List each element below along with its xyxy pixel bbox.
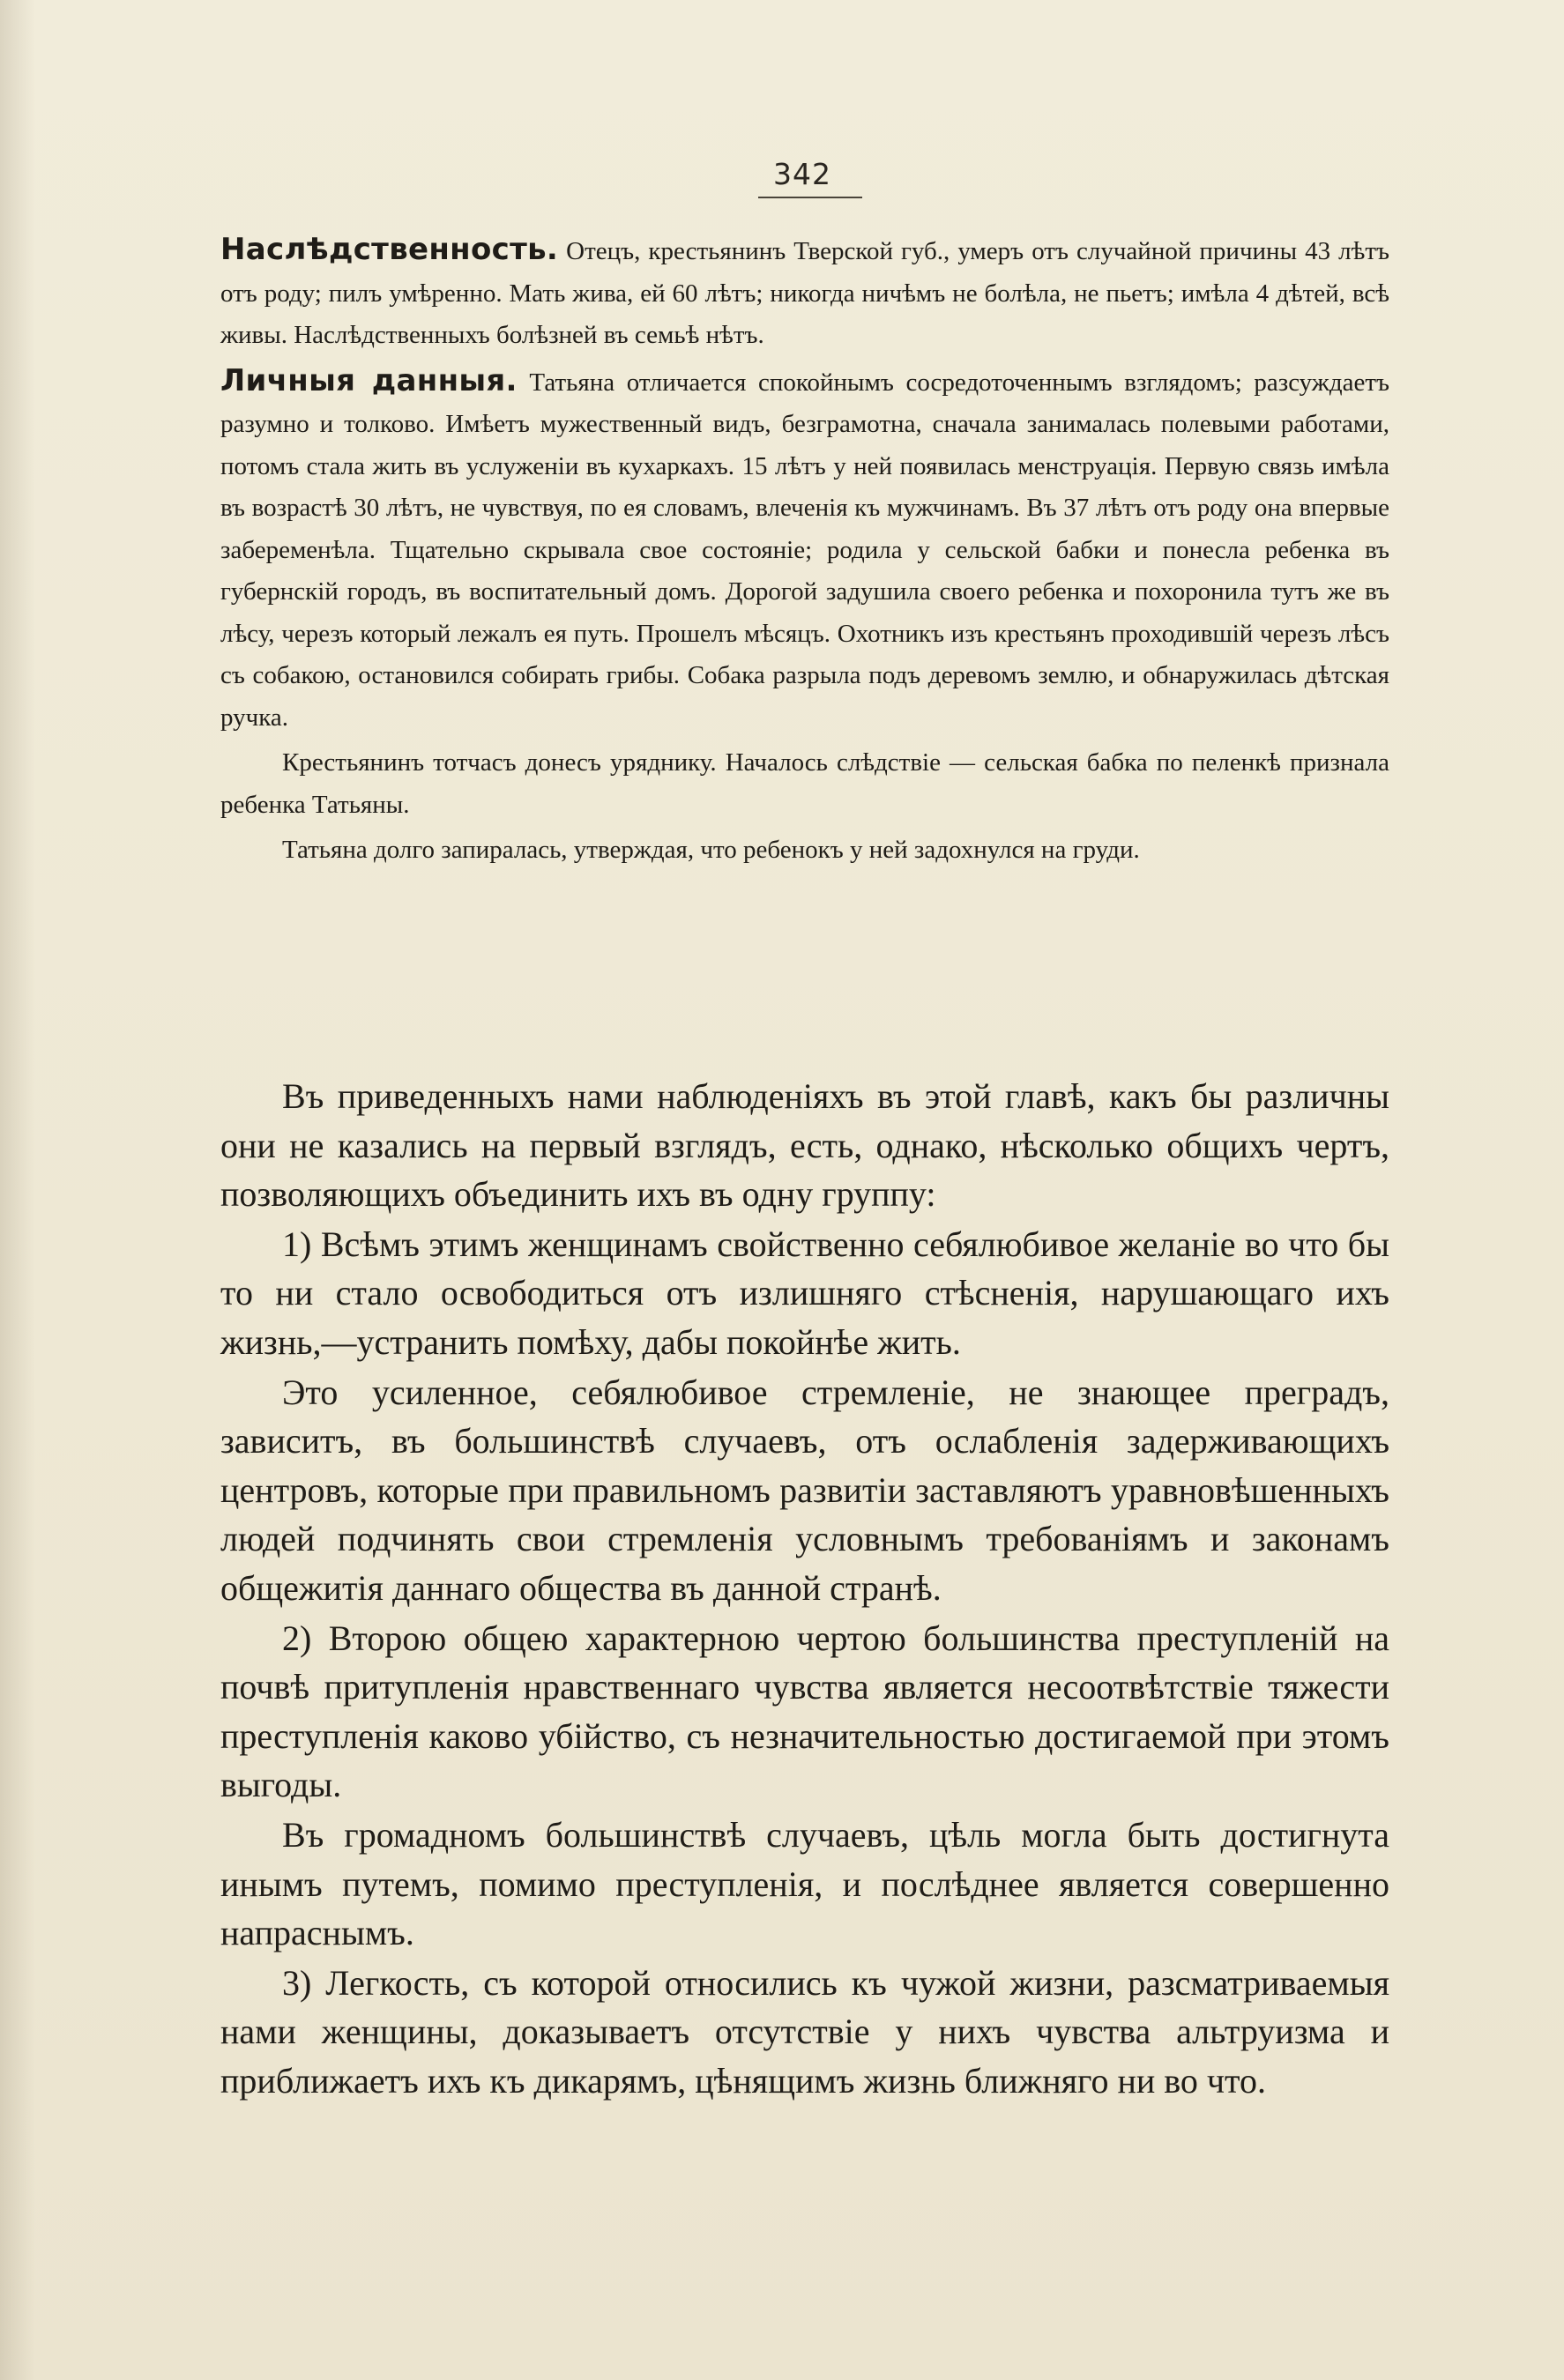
paragraph-point-1-explanation: Это усиленное, себялюбивое стремленіе, не знающее преградъ, зависитъ, въ большинствѣ случаевъ, отъ ослабленія задерживающихъ центровъ, которые при правильномъ развитіи заставляютъ уравновѣшенныхъ людей подчинять свои стремленія условнымъ требованіямъ и законамъ общежитія даннаго общества въ данной странѣ. — [220, 1372, 1389, 1608]
heading-personal-data: Личныя данныя. — [220, 362, 518, 398]
paragraph-point-2-explanation: Въ громадномъ большинствѣ случаевъ, цѣль могла быть достигнута инымъ путемъ, помимо преступленія, и послѣднее является совершенно напраснымъ. — [220, 1814, 1389, 1953]
paragraph-point-1: 1) Всѣмъ этимъ женщинамъ свойственно себялюбивое желаніе во что бы то ни стало освободиться отъ излишняго стѣсненія, нарушающаго ихъ жизнь,—устранить помѣху, дабы покойнѣе жить. — [220, 1223, 1389, 1362]
note-personal-data — [220, 361, 1389, 740]
main-text — [220, 1072, 1389, 2105]
note-report: Крестьянинъ тотчасъ донесъ уряднику. Началось слѣдствіе — сельская бабка по пеленкѣ признала ребенка Татьяны. — [220, 748, 1389, 819]
paragraph-point-2: 2) Второю общею характерною чертою большинства преступленій на почвѣ притупленія нравственнаго чувства является несоотвѣтствіе тяжести преступленія каково убійство, съ незначительностью достигаемой при этомъ выгоды. — [220, 1618, 1389, 1805]
note-heredity — [220, 229, 1389, 357]
page-edge-shadow — [0, 0, 35, 2380]
page-number-rule — [758, 197, 862, 198]
paragraph-point-3: 3) Легкость, съ которой относились къ чужой жизни, разсматриваемыя нами женщины, доказываетъ отсутствіе у нихъ чувства альтруизма и приближаетъ ихъ къ дикарямъ, цѣнящимъ жизнь ближняго ни во что. — [220, 1962, 1389, 2101]
page-number: 342 — [773, 157, 831, 191]
heading-heredity: Наслѣдственность. — [220, 232, 559, 267]
text-heredity: Отецъ, крестьянинъ Тверской губ., умеръ отъ случайной причины 43 лѣтъ отъ роду; пилъ умѣренно. Мать жива, ей 60 лѣтъ; никогда ничѣмъ не болѣла, не пьетъ; имѣла 4 дѣтей, всѣ живы. Наслѣдственныхъ болѣзней въ семьѣ нѣтъ. — [220, 237, 1390, 349]
paragraph-intro: Въ приведенныхъ нами наблюденіяхъ въ этой главѣ, какъ бы различны они не казались на первый взглядъ, есть, однако, нѣсколько общихъ чертъ, позволяющихъ объединить ихъ въ одну группу: — [220, 1076, 1389, 1215]
note-denial: Татьяна долго запиралась, утверждая, что ребенокъ у ней задохнулся на груди. — [282, 836, 1140, 864]
text-personal-data: Татьяна отличается спокойнымъ сосредоточеннымъ взглядомъ; разсуждаетъ разумно и толково. Имѣетъ мужественный видъ, безграмотна, сначала занималась полевыми работами, потомъ стала жить въ услуженіи въ кухаркахъ. 15 лѣтъ у ней появилась менструація. Первую связь имѣла въ возрастѣ 30 лѣтъ, не чувствуя, по ея словамъ, влеченія къ мужчинамъ. Въ 37 лѣтъ отъ роду она впервые забеременѣла. Тщательно скрывала свое состояніе; родила у сельской бабки и понесла ребенка въ губернскій городъ, въ воспитательный домъ. Дорогой задушила своего ребенка и похоронила тутъ же въ лѣсу, черезъ который лежалъ ея путь. Прошелъ мѣсяцъ. Охотникъ изъ крестьянъ проходившій черезъ лѣсъ съ собакою, остановился собирать грибы. Собака разрыла подъ деревомъ землю, и обнаружилась дѣтская ручка. — [220, 368, 1389, 732]
case-notes — [220, 229, 1389, 872]
